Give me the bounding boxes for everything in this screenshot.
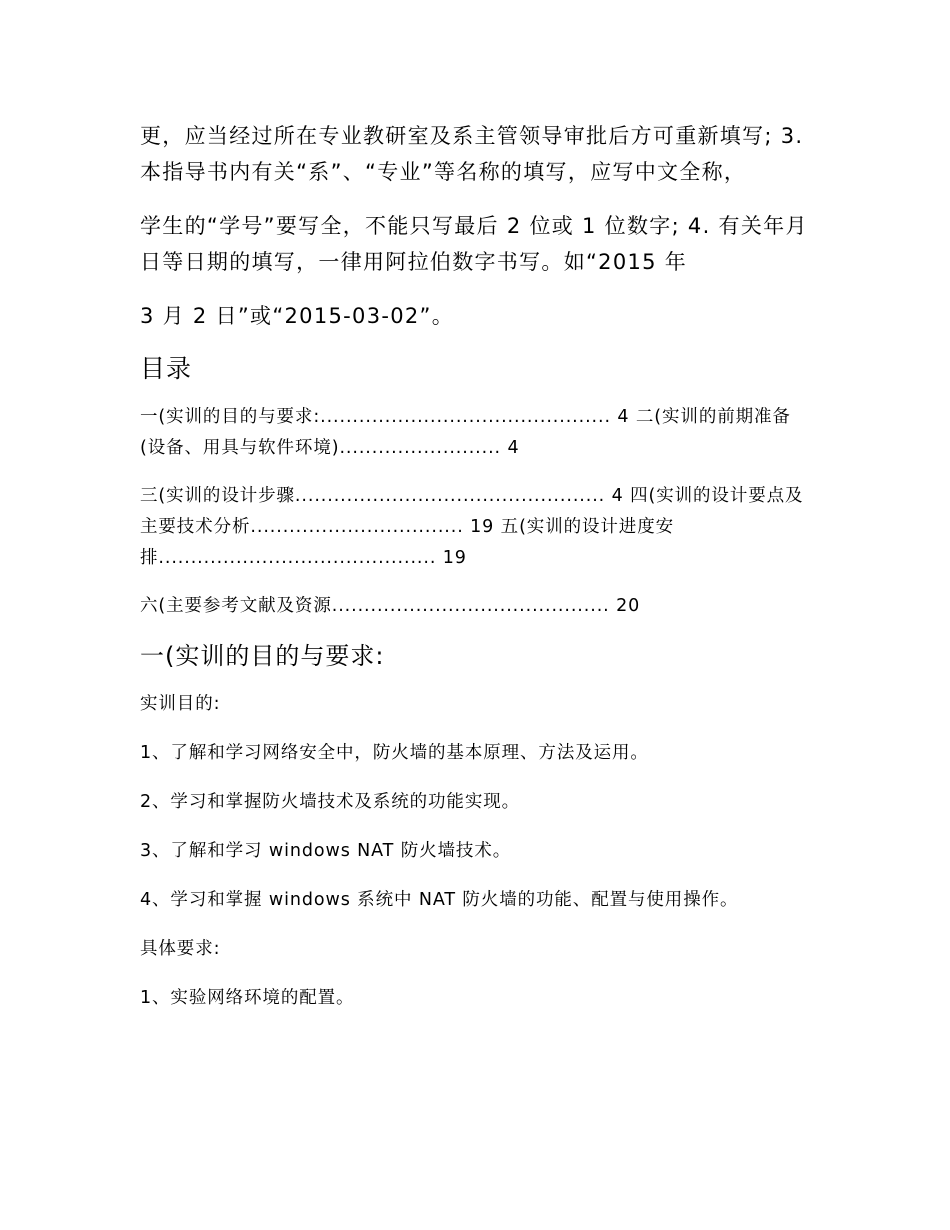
- purpose-item-4: 4、学习和掌握 windows 系统中 NAT 防火墙的功能、配置与使用操作。: [140, 890, 739, 910]
- toc-paragraph-1: 一(实训的目的与要求:............................................. 4 二(实训的前期准备(设备、用具与软件环境)......................... 4: [140, 407, 791, 458]
- intro-paragraph-1: 更，应当经过所在专业教研室及系主管领导审批后方可重新填写; 3. 本指导书内有关“系”、“专业”等名称的填写，应写中文全称，: [140, 124, 812, 184]
- requirement-item-1: 1、实验网络环境的配置。: [140, 988, 355, 1008]
- requirements-label: 具体要求:: [140, 939, 221, 959]
- intro-paragraph-2: 学生的“学号”要写全，不能只写最后 2 位或 1 位数字; 4. 有关年月日等日期的填写，一律用阿拉伯数字书写。如“2015 年: [140, 214, 808, 274]
- intro-paragraph-3: 3 月 2 日”或“2015-03-02”。: [140, 304, 455, 328]
- toc-paragraph-3: 六(主要参考文献及资源........................................... 20: [140, 596, 641, 616]
- purpose-item-2: 2、学习和掌握防火墙技术及系统的功能实现。: [140, 792, 521, 812]
- purpose-label: 实训目的:: [140, 694, 221, 714]
- document-body: [140, 118, 810, 1032]
- toc-paragraph-2: 三(实训的设计步骤................................................ 4 四(实训的设计要点及主要技术分析................................. 19 五(实训的设计进度安排........................................... 19: [140, 486, 804, 568]
- purpose-item-3: 3、了解和学习 windows NAT 防火墙技术。: [140, 841, 512, 861]
- section-heading: 一(实训的目的与要求:: [140, 642, 385, 670]
- toc-heading: 目录: [140, 354, 193, 383]
- purpose-item-1: 1、了解和学习网络安全中，防火墙的基本原理、方法及运用。: [140, 743, 649, 763]
